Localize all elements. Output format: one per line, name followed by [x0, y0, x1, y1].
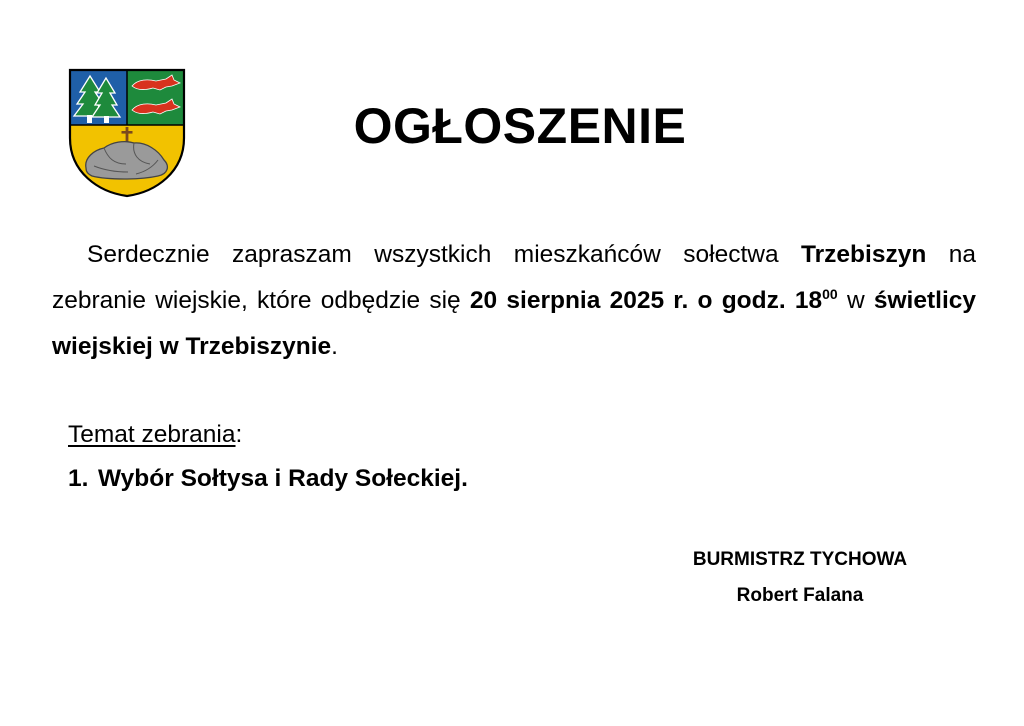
meeting-minutes: 00	[822, 286, 838, 302]
page-title: OGŁOSZENIE	[353, 98, 687, 154]
topic-label: Temat zebrania	[68, 421, 236, 448]
meeting-topic	[68, 413, 468, 501]
topic-colon: :	[235, 421, 243, 448]
text-period: .	[331, 333, 338, 360]
text-in: w	[837, 287, 874, 314]
announcement-body	[52, 232, 976, 370]
list-item	[68, 457, 468, 501]
text-invite: Serdecznie zapraszam wszystkich mieszkańców sołectwa	[87, 241, 802, 268]
topic-list	[68, 457, 468, 501]
signature-name: Robert Falana	[736, 585, 864, 606]
announcement-paragraph	[52, 232, 976, 370]
meeting-place: świetlicy wiejskiej w Trzebiszynie	[52, 287, 976, 360]
text-meeting: na zebranie wiejskie, które odbędzie się	[52, 241, 976, 314]
meeting-date: 20 sierpnia 2025 r. o godz. 18	[469, 287, 823, 314]
village-name: Trzebiszyn	[801, 241, 927, 268]
signature-role: BURMISTRZ TYCHOWA	[692, 549, 908, 570]
topic-heading	[68, 413, 468, 457]
coat-of-arms-icon	[68, 68, 186, 198]
meeting-date-time	[470, 287, 838, 314]
signature-block	[660, 542, 940, 614]
list-item-number: 1.	[68, 465, 89, 492]
list-item-text: Wybór Sołtysa i Rady Sołeckiej.	[98, 465, 468, 492]
